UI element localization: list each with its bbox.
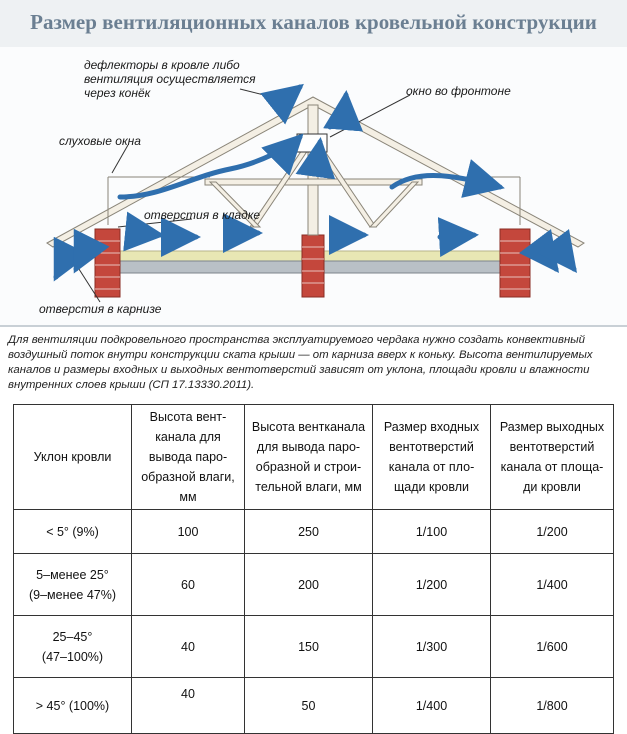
table-row [14,510,614,554]
cell-vapor-construction: 150 [245,616,373,678]
cell-inlet: 1/300 [373,616,491,678]
header-slope: Уклон кровли [14,405,132,510]
label-deflectors-3: через конёк [84,86,151,100]
page-title: Размер вентиляционных каналов кровельной конструкции [30,10,597,34]
cell-slope: > 45° (100%) [14,678,132,734]
cell-slope: < 5° (9%) [14,510,132,554]
label-eaves-holes: отверстия в карнизе [39,302,162,316]
header-vapor-channel: Высота вент-канала для вывода паро-образной влаги, мм [132,405,245,510]
label-deflectors-1: дефлекторы в кровле либо [84,58,240,72]
description-text: Для вентиляции подкровельного пространства эксплуатируемого чердака нужно создать конвективный воздушный поток внутри конструкции ската крыши — от карниза вверх к коньку. Высота вентилируемых каналов и размеры входных и выходных вентотверстий зависят от уклона, площади кровли и влажности внутренних слоев крыши (СП 17.13330.2011). [8,334,593,391]
label-dormer-windows: слуховые окна [59,134,141,148]
brick-wall-right [500,229,530,297]
ventilation-table [13,404,614,734]
cell-vapor-construction: 250 [245,510,373,554]
label-masonry-holes: отверстия в кладке [144,208,261,222]
header-outlet-size: Размер выходных вентотверстий канала от площа-ди кровли [491,405,614,510]
header-vapor-construction-channel: Высота вентканала для вывода паро-образной и строи-тельной влаги, мм [245,405,373,510]
brick-wall-center [302,235,324,297]
cell-outlet: 1/400 [491,554,614,616]
cell-vapor-construction: 50 [245,678,373,734]
cell-inlet: 1/200 [373,554,491,616]
table-row [14,554,614,616]
cell-vapor: 40 [132,616,245,678]
roof-diagram [0,47,627,325]
cell-slope: 25–45° (47–100%) [14,616,132,678]
cell-slope: 5–менее 25° (9–менее 47%) [14,554,132,616]
cell-vapor: 40 [132,678,245,734]
title-bar [0,0,627,48]
cell-outlet: 1/200 [491,510,614,554]
roof-diagram-svg [0,47,627,325]
cell-outlet: 1/800 [491,678,614,734]
cell-inlet: 1/100 [373,510,491,554]
table-row [14,616,614,678]
cell-vapor-construction: 200 [245,554,373,616]
cell-vapor: 100 [132,510,245,554]
divider [0,325,627,327]
header-inlet-size: Размер входных вентотверстий канала от пло-щади кровли [373,405,491,510]
cell-outlet: 1/600 [491,616,614,678]
table-header-row [14,405,614,510]
brick-wall-left [95,229,120,297]
cell-inlet: 1/400 [373,678,491,734]
label-gable-window: окно во фронтоне [406,84,511,98]
cell-vapor: 60 [132,554,245,616]
label-deflectors-2: вентиляция осуществляется [84,72,256,86]
